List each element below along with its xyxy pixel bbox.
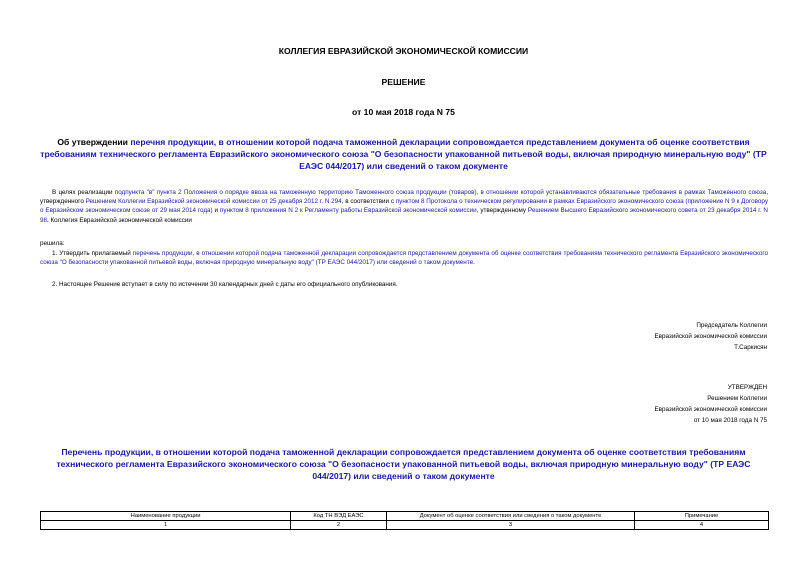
item-1 (40, 249, 768, 267)
preamble-text-4: и (212, 207, 220, 215)
preamble-link-5[interactable]: Решением Высшего Евразийского экономического совета от 23 декабря 2014 г. N 98 (40, 207, 768, 224)
approval-line-2: Решением Коллегии (707, 395, 767, 402)
col-header-product: Наименование продукции (41, 512, 291, 521)
subject-link[interactable]: перечня продукции, в отношении которой подача таможенной декларации сопровождается представлением документа об оценке соответствия требованиям технического регламента Евразийского экономического союза "О безопасности упакованной питьевой воды, включая природную минеральную воду" (ТР ЕАЭС 044/2017) или сведений о таком документе (40, 137, 767, 171)
preamble-link-1[interactable]: подпункта "в" пункта 2 Положения о порядке ввоза на таможенную территорию Таможенного союза продукции (товаров), в отношении которой устанавливаются обязательные требования в рамках Таможенного союза (114, 189, 767, 196)
signature-name: Т.Саркисян (734, 344, 767, 351)
org-title: КОЛЛЕГИЯ ЕВРАЗИЙСКОЙ ЭКОНОМИЧЕСКОЙ КОМИССИИ (278, 46, 529, 56)
item-1-end: . (473, 259, 475, 267)
preamble-text-3: , в соответствии с (341, 198, 396, 206)
list-title: Перечень продукции, в отношении которой подача таможенной декларации сопровождается представлением документа об оценке соответствия требованиям технического регламента Евразийского экономического союза "О безопасности упакованной питьевой воды, включая природную минеральную воду" (ТР ЕАЭС 044/2017) или сведений о таком документе (56, 447, 751, 481)
preamble-text-6: , Коллегия Евразийской экономической комиссии (47, 216, 192, 224)
col-number: 3 (387, 521, 635, 530)
preamble-text-1: В целях реализации (52, 189, 115, 196)
item-1-link[interactable]: перечень продукции, в отношении которой подача таможенной декларации сопровождается представлением документа об оценке соответствия требованиям технического регламента Евразийского экономического союза "О безопасности упакованной питьевой воды, включая природную минеральную воду" (ТР ЕАЭС 044/2017) или сведений о таком документе (40, 250, 768, 267)
products-table (40, 511, 769, 530)
col-number: 2 (291, 521, 387, 530)
doc-date-number: от 10 мая 2018 года N 75 (352, 107, 455, 117)
signature-block (654, 320, 767, 353)
col-header-document: Документ об оценке соответствия или сведения о таком документе (387, 512, 635, 521)
doc-type: РЕШЕНИЕ (381, 77, 426, 87)
preamble-link-4[interactable]: пунктом 8 приложения N 2 к Регламенту работы Евразийской экономической комиссии (219, 207, 477, 215)
approval-line-3: Евразийской экономической комиссии (654, 406, 767, 413)
col-number: 1 (41, 521, 291, 530)
preamble-paragraph (40, 188, 768, 225)
table-header-row (41, 512, 769, 521)
document-subject (40, 136, 767, 172)
signature-line-2: Евразийской экономической комиссии (654, 333, 767, 340)
col-header-note: Примечание (635, 512, 769, 521)
table-number-row (41, 521, 769, 530)
preamble-link-3[interactable]: пунктом 8 Протокола о техническом регулировании в рамках Евразийского экономического союза (приложение N 9 к Договору о Евразийском экономическом союзе от 29 мая 2014 года) (40, 198, 768, 215)
preamble-link-2[interactable]: Решением Коллегии Евразийской экономической комиссии от 25 декабря 2012 г. N 294 (85, 198, 342, 206)
item-2: 2. Настоящее Решение вступает в силу по истечении 30 календарных дней с даты его официального опубликования. (52, 281, 398, 288)
col-header-code: Код ТН ВЭД ЕАЭС (291, 512, 387, 521)
item-1-text: 1. Утвердить прилагаемый (52, 250, 133, 257)
approval-block (654, 382, 767, 426)
preamble-text-5: , утвержденному (476, 207, 528, 215)
signature-line-1: Председатель Коллегии (696, 322, 767, 329)
resolved-label: решила: (40, 240, 65, 247)
approval-line-4: от 10 мая 2018 года N 75 (693, 417, 767, 424)
approval-line-1: УТВЕРЖДЕН (727, 384, 767, 391)
subject-prefix: Об утверждении (57, 137, 131, 147)
col-number: 4 (635, 521, 769, 530)
preamble-text-2: , утвержденного (40, 189, 768, 206)
